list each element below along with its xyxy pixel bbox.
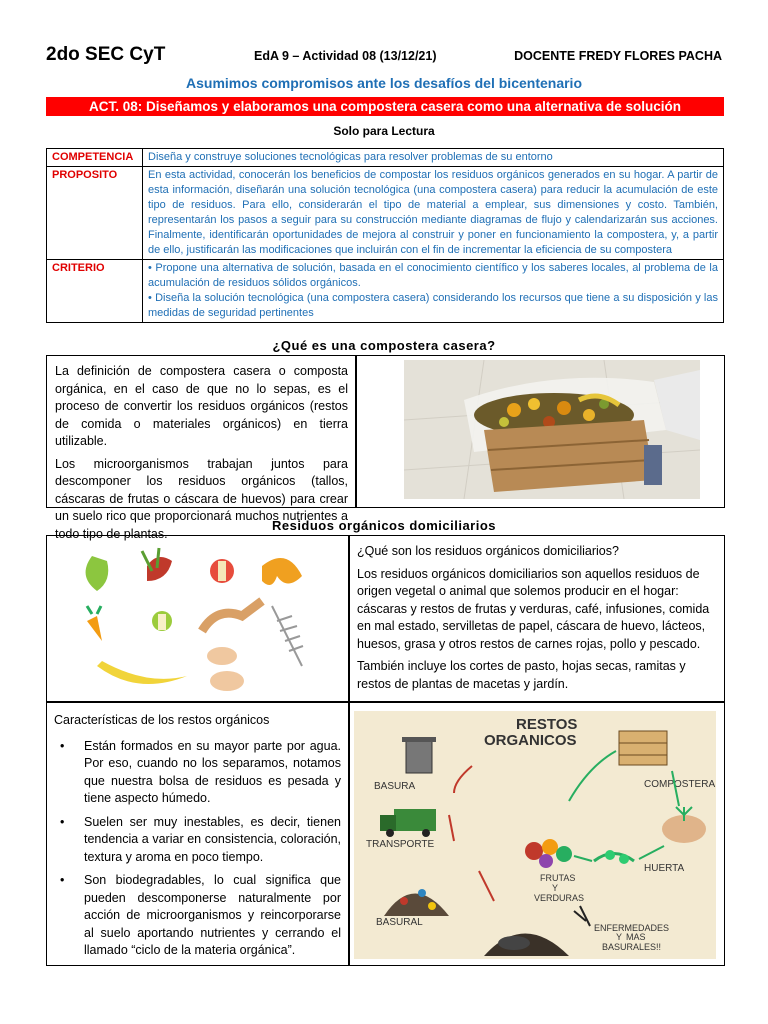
section-title-compostera: ¿Qué es una compostera casera? [272,338,496,353]
organic-waste-illustration [47,536,348,701]
proposito-text: En esta actividad, conocerán los beneficios de compostar los residuos orgánicos generados en su hogar. A partir de esta información, diseñarán una solución tecnológica (una compostera casera) para reducir la acumulación de este tipo de residuos. Para ello, considerarán el tipo de material a emplear, sus dimensiones y costo. También, representarán los pasos a seguir para su construcción mediante diagramas de flujo y calendarizarán sus acciones. Finalmente, identificarán oportunidades de mejora al construir y poner en funcionamiento la compostera, y, a partir de ello, justificarán las modificaciones que incluirán con el fin de incrementar la eficiencia de su compostera [143,167,724,260]
residuos-illustration-box [46,535,349,702]
table-row [47,167,724,260]
competencia-text: Diseña y construye soluciones tecnológicas para resolver problemas de su entorno [143,149,724,167]
label-frutas-3: VERDURAS [534,893,585,903]
course-label: 2do SEC CyT [46,44,166,65]
compost-bin-photo [404,360,700,499]
activity-title-bar: ACT. 08: Diseñamos y elaboramos una compostera casera como una alternativa de solución [46,97,724,116]
label-enfermedades-2: Y [616,932,623,942]
paragraph: Los residuos orgánicos domiciliarios son aquellos residuos de origen vegetal o animal que solemos producir en el hogar: cáscaras y restos de frutas y verduras, café, infusiones, comida en mal estado, servilletas de papel, cáscara de huevo, lácteos, huesos, grasa y otros restos de carnes rojas, pollo y pescado. [357,566,710,651]
section-title-residuos: Residuos orgánicos domiciliarios [271,518,497,533]
criterio-cell [143,260,724,323]
characteristics-title: Características de los restos orgánicos [54,713,270,727]
criterio-label: CRITERIO [47,260,143,323]
activity-label: EdA 9 – Actividad 08 (13/12/21) [254,49,437,63]
characteristics-box [46,702,349,966]
cycle-title-line2: ORGANICOS [484,732,577,749]
paragraph: La definición de compostera casera o composta orgánica, en el caso de que no lo sepas, es el proceso de convertir los residuos orgánicos (restos de comida o materiales orgánicos) en tierra utilizable. [55,364,348,448]
label-basural: BASURAL [376,917,423,928]
list-item: • Están formados en su mayor parte por agua. Por eso, cuando no los separamos, notamos que nuestra bolsa de residuos es pesada y tiene aspecto húmedo. [54,738,341,808]
label-transporte: TRANSPORTE [366,839,435,850]
label-compostera: COMPOSTERA [644,779,716,790]
page-header [46,44,726,70]
compostera-text-box [46,355,356,541]
table-row [47,260,724,323]
label-frutas-2: Y [552,883,559,893]
organic-cycle-diagram [354,711,716,959]
list-item: • Son biodegradables, lo cual significa que pueden descomponerse naturalmente por acción de microorganismos y reincorporarse al suelo aportando nutrientes y cerrando el llamado “ciclo de la materia orgánica”. [54,872,341,960]
teacher-label: DOCENTE FREDY FLORES PACHA [514,49,722,63]
page-subtitle: Asumimos compromisos ante los desafíos del bicentenario [186,75,582,91]
residuos-text-box [349,535,725,702]
criterio-item: • Propone una alternativa de solución, basada en el conocimiento científico y los saberes locales, al problema de la acumulación de residuos sólidos orgánicos. [148,262,718,289]
list-item: • Suelen ser muy inestables, es decir, tienen tendencia a variar en consistencia, coloración, textura y aroma en poco tiempo. [54,814,341,867]
info-table [46,148,724,323]
label-basura: BASURA [374,781,416,792]
competencia-label: COMPETENCIA [47,149,143,167]
label-huerta: HUERTA [644,863,685,874]
paragraph: También incluye los cortes de pasto, hojas secas, ramitas y restos de plantas de macetas y jardín. [357,659,686,691]
characteristics-list [54,738,341,960]
paragraph: Los microorganismos trabajan juntos para descomponer los residuos orgánicos (tallos, cáscaras de frutas o cáscara de huevos) para crear un suelo rico que proporcionará muchos nutrientes a todo tipo de plantas. [55,456,348,541]
label-frutas-1: FRUTAS [540,873,576,883]
reading-note: Solo para Lectura [333,124,435,138]
proposito-label: PROPOSITO [47,167,143,260]
residuos-question: ¿Qué son los residuos orgánicos domiciliarios? [357,544,619,558]
label-enfermedades-1: ENFERMEDADES [594,923,670,933]
label-enfermedades-3: MAS [626,932,646,942]
table-row [47,149,724,167]
criterio-item: • Diseña la solución tecnológica (una compostera casera) considerando los recursos que tiene a su disposición y las medidas de seguridad pertinentes [148,292,718,319]
cycle-title-line1: RESTOS [516,716,578,733]
label-enfermedades-4: BASURALES!! [602,942,662,952]
